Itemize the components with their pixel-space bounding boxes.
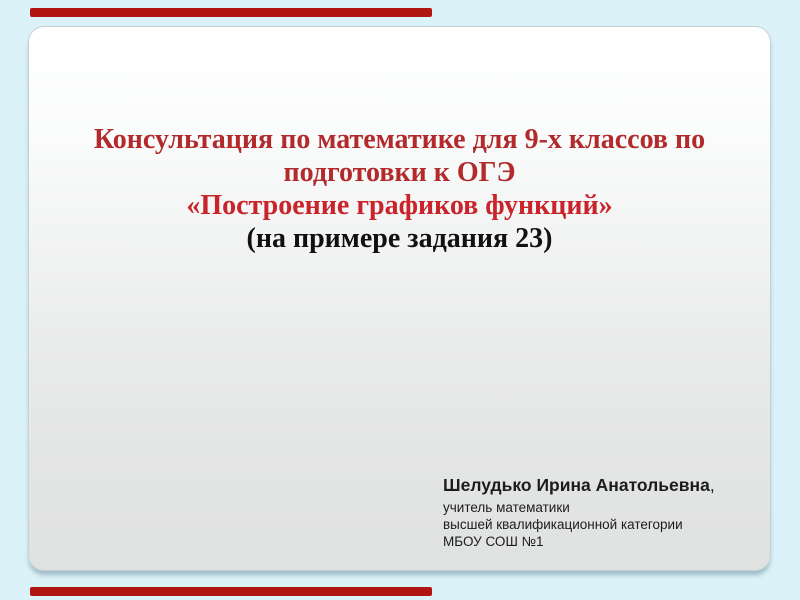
author-name	[443, 474, 715, 496]
author-name-text: Шелудько Ирина Анатольевна	[443, 475, 710, 495]
slide-card	[28, 26, 771, 571]
title-note-line: (на примере задания 23)	[246, 223, 553, 254]
slide-title	[29, 123, 770, 255]
author-qualification: высшей квалификационной категории	[443, 517, 683, 532]
author-name-comma: ,	[709, 475, 715, 495]
title-quote-line: «Построение графиков функций»	[186, 190, 613, 221]
title-main-lines	[29, 123, 770, 189]
title-line-2: подготовки к ОГЭ	[283, 157, 516, 188]
bottom-accent-bar	[30, 587, 432, 596]
top-accent-bar	[30, 8, 432, 17]
title-line-1: Консультация по математике для 9-х классов по	[93, 124, 706, 155]
author-school: МБОУ СОШ №1	[443, 534, 544, 549]
author-block	[443, 474, 715, 550]
author-role: учитель математики	[443, 500, 570, 515]
